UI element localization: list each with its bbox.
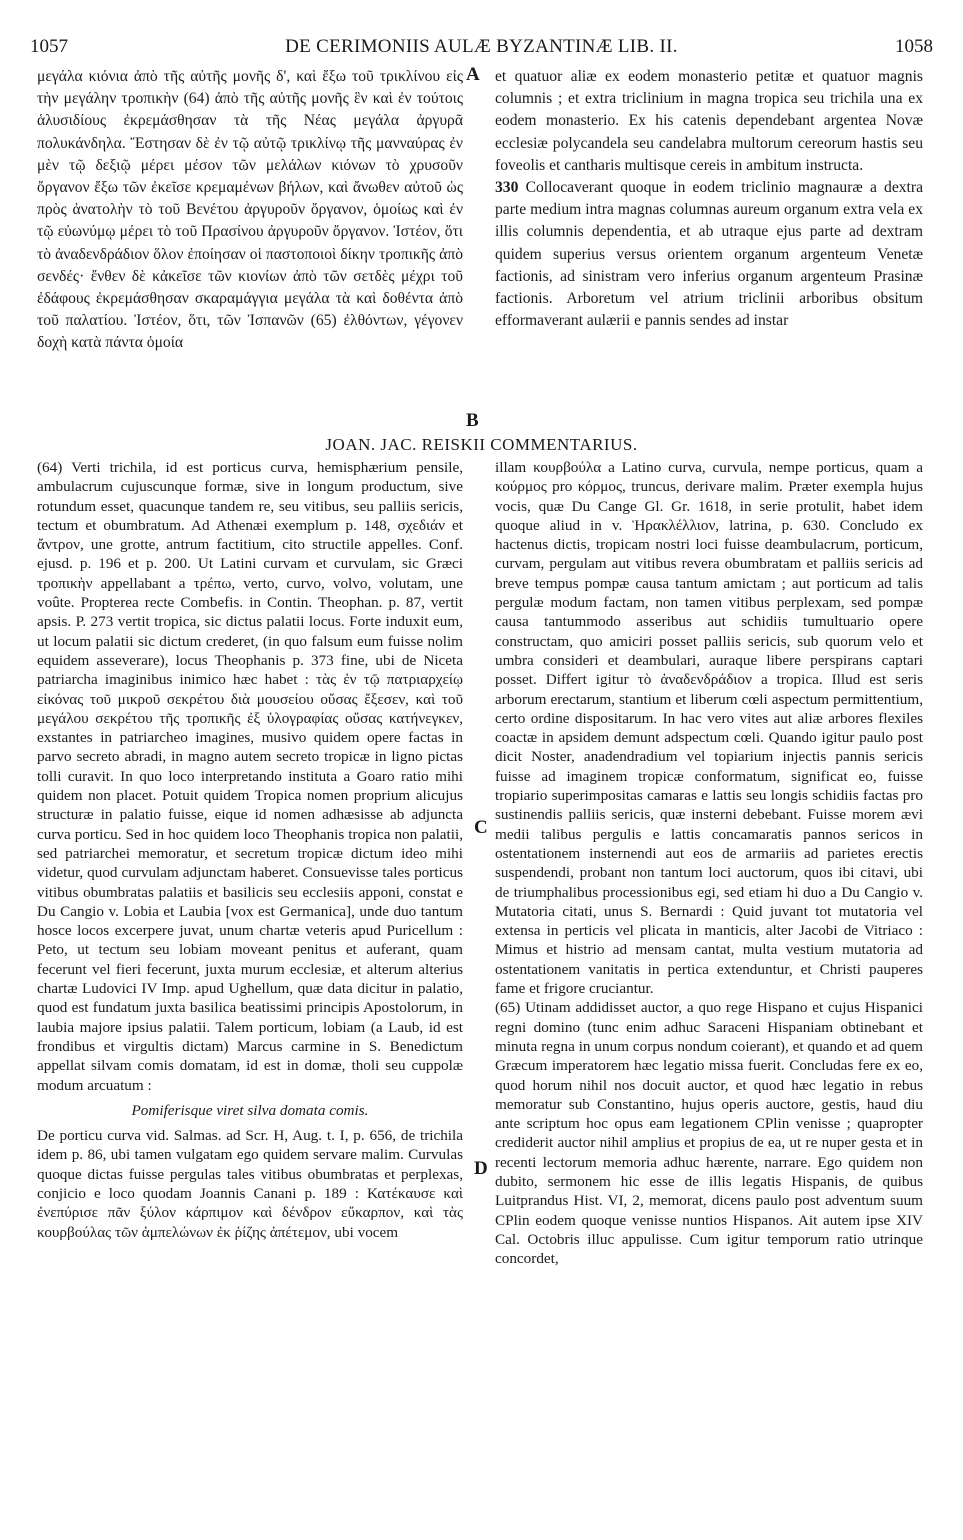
latin-translation-column — [495, 66, 923, 332]
section-number: 330 — [495, 179, 519, 197]
note-65-text: (65) Utinam addidisset auctor, a quo rege Hispano et cujus Hispanici regni domino (tunc enim adhuc Saraceni Hispaniam obtinebant et minuta regna in unum corpus nondum coierant), et quando et ad quem Græcum imperatorem hæc legatio missa fuerit. Concludas fere ex eo, quod horum nihil nos docuit auctor, et quod hæc legatio in rebus memoratur sub Constantino, hujus operis auctore, gestis, haud diu ante scriptum hoc opus eam legationem CPlin venisse ; quapropter crediderit auctor nihil amplius et propius de ea, ut re nuper gesta et in recenti lectorum memoria adhuc hærente, narrare. Ego quidem non dubito, sermonem hic esse de illis legatis Hispanis, de quibus Luitprandus Hist. VI, 2, memorat, dicens paulo post adventum suum CPlin eodem quoque venisse nuntios Hispanos. Ait autem ipse XIV Cal. Octobris illuc appulisse. Cum igitur temporum ratio utrinque concordet, — [495, 999, 923, 1268]
latin-paragraph-2-text: Collocaverant quoque in eodem triclinio magnauræ a dextra parte medium intra magnas columnas aureum organum extra vela ex illis columnis dependentia, et ab utraque ejus parte ad dextram quidem superius versus orientem organum argenteum Venetæ factionis, ad sinistram vero inferius organum argenteum Prasinæ factionis. Arboretum vel atrium triclinii arboribus obsitum efformaverant aulærii e pannis sendes ad instar — [495, 179, 923, 330]
greek-paragraph: μεγάλα κιόνια ἀπὸ τῆς αὐτῆς μονῆς δ', καὶ ἔξω τοῦ τρικλίνου εἰς τὴν μεγάλην τροπικὴν (64) ἀπὸ τῆς αὐτῆς μονῆς ἓν καὶ ἐν τούτοις ἁλυσιδίους ἐκρεμάσθησαν τὰ τῆς Νέας μεγάλα ἀργυρᾶ πολυκάνδηλα. Ἔστησαν δὲ ἐν τῷ αὐτῷ τρικλίνῳ τῆς μανναύρας ἐν μὲν τῷ δεξιῷ μέρει μέσον τῶν μελάλων κιόνων τὸ χρυσοῦν ὄργανον ἔξω τῶν ἐκεῖσε κρεμαμένων βήλων, καὶ ἄνωθεν αὐτοῦ ὡς πρὸς ἀνατολὴν τὸ τοῦ Βενέτου ἀργυροῦν ὄργανον, ὁμοίως καὶ ἐν τῷ εὐωνύμῳ μέρει τὸ τοῦ Πρασίνου ἀργυροῦν ὄργανον. Ἰστέον, ὅτι τὸ ἀναδενδράδιον ὅλον ἐποίησαν οἱ παστοποιοὶ δίκην τροπικῆς ἀπὸ σενδές· ἔνθεν δὲ κἀκεῖσε τῶν κιονίων ἀπὸ τῶν σετδὲς μέχρι τοῦ ἐδάφους ἐκρεμάσθησαν σκαραμάγγια μεγάλα τὰ καὶ δοθέντα ἀπὸ τοῦ παλατίου. Ἰστέον, ὅτι, τῶν Ἰσπανῶν (65) ἐλθόντων, γέγονεν δοχὴ κατὰ πάντα ὁμοία — [37, 68, 463, 352]
commentary-right-column — [495, 458, 923, 1268]
note-64-text: (64) Verti trichila, id est porticus curva, hemisphærium pensile, ambulacrum cujuscunque formæ, sive in longum productum, sive rotundum esset, quacunque tandem re, seu vitibus, seu palliis sericis, tectum et obumbratum. Ad Athenæi exemplum p. 148, σχεδιάν et ἄντρον, une grotte, antrum factitium, cito structile appelles. Conf. ejusd. p. 196 et p. 200. Ut Latini curvam et curvulam, sic Græci τροπικὴν appellabant a τρέπω, verto, curvo, volvo, volutam, une voûte. Propterea recte Combefis. in Contin. Theophan. p. 87, vertit apsis. P. 273 vertit tropica, sic dictus palatii locus. Forte induxit eum, ut locum palatii sic dictum crederet, (in quo falsum eum fuisse nolim equidem asseverare), locus Theophanis p. 373 fine, ubi de Niceta patriarcha imaginibus inimico hæc habet : τὰς ἐν τῷ πατριαρχείῳ εἰκόνας τοῦ μικροῦ σεκρέτου διὰ μουσείου οὔσας ἔξεσεν, καὶ τοῦ μεγάλου σεκρέτου τῆς τροπικῆς ἐξ ὑλογραφίας οὔσας κατήνεγκεν, exstantes in patriarcheo imagines, musivo quidem opere factas in parvo secreto abradi, in magno autem secreto tropicæ in ligno pictas tolli curavit. In quo loco interpretando instituta a Goaro ratio mihi quidem non placet. Potuit quidem Tropica nomen proprium alicujus structuræ in palatio fuisse, eique id nomen adhæsisse ab adjuncta curva porticu. Sed in hoc quidem loco Theophanis tropica non palatii, sed patriarchei memoratur, et secretum tropicæ dictum ideo mihi videtur, quod curvulam adjunctam haberet. Consuevisse tales porticus vitibus obumbratas palatiis et basilicis seu ecclesiis apponi, constat e Du Cangio v. Lobia et Laubia [vox est Germanica], unde duo tantum hosce locos excerpere juvat, unum chartæ veteris apud Puricellum : Peto, ut tectum seu lobiam moveant penitus et auferant, quam fecerunt vel fieri fecerunt, juxta murum ecclesiæ, et alterum alterius chartæ Ludovici IV Imp. apud Ughellum, quæ data dicitur in palatio, quod est fundatum juxta basilica beatissimi principis Apostolorum, in laubia majore ipsius palatii. Talem porticum, lobiam (a Laub, id est frondibus et virgultis dictam) Marcus carmine in S. Benedictum appellat silvam comis domatam, id est in domæ, tholi seu cuppolæ modum arcuatum : — [37, 459, 463, 1094]
note-64-conclusion: illam κουρβούλα a Latino curva, curvula, nempe porticus, quam a κούρμος pro κόρμος, truncus, derivare malim. Præter exempla hujus vocis, quæ Du Cange Gl. Gr. 1618, in serie protulit, habet idem quoque aliud in v. Ἡρακλέλλιον, latrina, p. 630. Concludo ex hactenus dictis, tropicam nostri loci fuisse deambulacrum, porticum, curvam, pergulam aut vitibus revera obumbratam et palliis sericis ad breve tempus pompæ causa tantum amictam ; aut porticum ad talis pergulæ modum factam, non tamen vitibus perplexam, sed pompæ causa tantummodo asseribus aut schidiis tumultuario opere constructam, quo amiciri posset palliis sericis, sub quorum velo et umbra consideri et deambulari, auraque libere perspirans captari posset. Differt igitur τὸ ἀναδενδράδιον a tropica. Illud est seris arborum erectarum, stantium et liberum cœli aspectum permittentium, certo ordine dispositarum. In hac vero vites aut aliæ arbores flexiles coactæ in apsidem demunt adspectum cœli. Quando igitur paulo post dicit Noster, anadendradium vel topiarium injectis pannis sericis fuisse ad imaginem tropicæ conformatum, significat eo, fuisse tropiario superimpositas camaras e lattis seu longis schidiis factas pro sustinendis palliis sericis, quæ insterni debebant. Fuisse morem ævi medii talibus pergulis e lattis concamaratis pannos sericos in ostentationem insternendi aut eos de armariis ad parietes erectis suspendendi, probant non tantum loci auctorum, quos ibi citavi, ubi de triumphalibus processionibus egi, sed etiam hi duo a Du Cangio v. Mutatoria citati, unus S. Bernardi : Quid juvant tot mutatoria vel extensa in perticis vel plicata in manticis, alter Jacobi de Vitriaco : Mimus et histrio ad mensam cantat, multa vestium mutatoria ad ostentationem vanitatis in pertica extenduntur, et Christi pauperes fame et frigore cruciantur. — [495, 459, 923, 998]
margin-marker-a: A — [466, 64, 480, 85]
commentary-left-column — [37, 458, 463, 1242]
margin-marker-d: D — [474, 1158, 488, 1179]
latin-paragraph-2 — [495, 177, 923, 332]
running-header — [30, 36, 933, 62]
margin-marker-b: B — [466, 410, 479, 431]
running-title: DE CERIMONIIS AULÆ BYZANTINÆ LIB. II. — [285, 36, 678, 57]
margin-marker-c: C — [474, 817, 488, 838]
verse-quotation: Pomiferisque viret silva domata comis. — [131, 1101, 369, 1119]
latin-paragraph-1: et quatuor aliæ ex eodem monasterio petitæ et quatuor magnis columnis ; et extra triclinium in magna tropica seu trichila una ex eodem monasterio. Ex his catenis dependebant argentea Novæ ecclesiæ polycandela seu candelabra multorum cereorum hastis seu foveolis et cantharis multisque cereis in ambitum instructa. — [495, 68, 923, 174]
commentary-heading: JOAN. JAC. REISKII COMMENTARIUS. — [325, 435, 638, 454]
page-number-left: 1057 — [30, 36, 68, 57]
page-number-right: 1058 — [895, 36, 933, 57]
greek-text-column — [37, 66, 463, 355]
note-64-continued: De porticu curva vid. Salmas. ad Scr. H, Aug. t. I, p. 656, de trichila idem p. 86, ubi tamen vulgatam ego quidem servare malim. Curvulas quoque dictas fuisse pergulas tales vitibus obumbratas et perplexas, conjicio e loco quodam Joannis Canani p. 189 : Κατέκαυσε καὶ ἐνεπύρισε πᾶν ξύλον κάρπιμον καὶ δένδρον εὔκαρπον, καὶ τὰς κουρβούλας τῶν ἀμπελώνων ἐκ ῥίζης ἀπέτεμον, ubi vocem — [37, 1127, 463, 1241]
